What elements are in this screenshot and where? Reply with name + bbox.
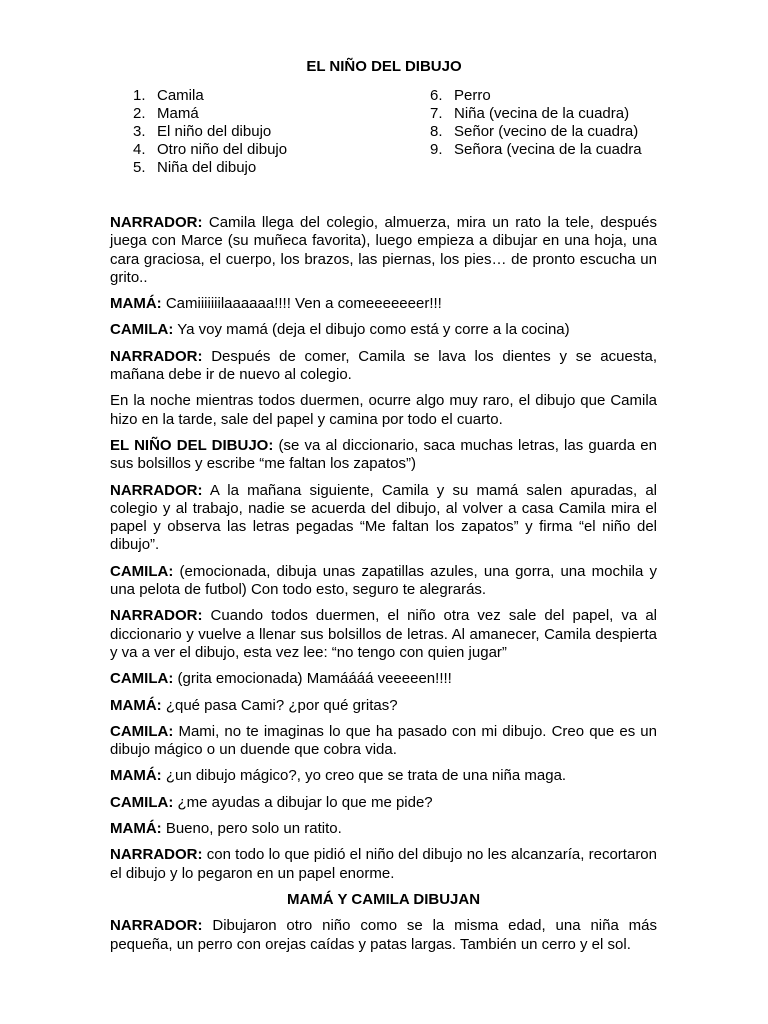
character-name: Señor (vecino de la cuadra) — [454, 123, 639, 140]
character-item — [133, 105, 287, 123]
script-paragraph — [110, 917, 657, 954]
script-paragraph — [110, 392, 657, 429]
dialogue-text: ¿me ayudas a dibujar lo que me pide? — [173, 793, 433, 811]
character-number: 4. — [133, 141, 146, 158]
speaker-label: CAMILA: — [110, 722, 174, 740]
character-item — [133, 123, 287, 141]
script-paragraph — [110, 820, 657, 838]
character-name: Niña del dibujo — [157, 159, 257, 176]
character-number: 2. — [133, 105, 146, 122]
script-paragraph — [110, 348, 657, 385]
script-paragraph — [110, 723, 657, 760]
dialogue-text: En la noche mientras todos duermen, ocurre algo muy raro, el dibujo que Camila hizo en la tarde, sale del papel y camina por todo el cuarto. — [110, 392, 657, 428]
speaker-label: MAMÁ: — [110, 767, 162, 785]
dialogue-text: A la mañana siguiente, Camila y su mamá salen apuradas, al colegio y al trabajo, nadie se acuerda del dibujo, al volver a casa Camila mira el papel y observa las letras pegadas “Me faltan los zapatos” y firma “el niño del dibujo”. — [110, 481, 657, 554]
character-item — [133, 159, 287, 177]
dialogue-text: Ya voy mamá (deja el dibujo como está y corre a la cocina) — [173, 321, 570, 339]
speaker-label: CAMILA: — [110, 793, 174, 811]
speaker-label: NARRADOR: — [110, 846, 203, 864]
character-number: 9. — [430, 141, 443, 158]
dialogue-text: Camiiiiiiilaaaaaa!!!! Ven a comeeeeeeer!!! — [161, 295, 442, 313]
dialogue-text: Después de comer, Camila se lava los dientes y se acuesta, mañana debe ir de nuevo al colegio. — [110, 347, 657, 384]
dialogue-text: (emocionada, dibuja unas zapatillas azules, una gorra, una mochila y una pelota de futbol) Con todo esto, seguro te alegrarás. — [110, 562, 657, 599]
speaker-label: NARRADOR: — [110, 347, 203, 365]
dialogue-text: Cuando todos duermen, el niño otra vez sale del papel, va al diccionario y vuelve a llenar sus bolsillos de letras. Al amanecer, Camila despierta y va a ver el dibujo, esta vez lee: “no tengo con quien jugar” — [110, 607, 657, 661]
dialogue-text: Dibujaron otro niño como se la misma edad, una niña más pequeña, un perro con orejas caídas y patas largas. También un cerro y el sol. — [110, 917, 657, 953]
character-name: El niño del dibujo — [157, 123, 272, 140]
speaker-label: NARRADOR: — [110, 917, 203, 935]
script-paragraph — [110, 846, 657, 883]
script-paragraph — [110, 670, 657, 688]
character-name: Perro — [454, 87, 491, 104]
character-number: 7. — [430, 105, 443, 122]
character-number: 8. — [430, 123, 443, 140]
speaker-label: MAMÁ: — [110, 696, 162, 714]
dialogue-text: ¿qué pasa Cami? ¿por qué gritas? — [161, 696, 398, 714]
character-item — [430, 141, 642, 159]
dialogue-text: ¿un dibujo mágico?, yo creo que se trata de una niña maga. — [161, 767, 567, 785]
speaker-label: MAMÁ: — [110, 295, 162, 313]
script-body — [110, 214, 657, 962]
script-paragraph — [110, 214, 657, 287]
character-name: Señora (vecina de la cuadra — [454, 141, 642, 158]
character-name: Camila — [157, 87, 204, 104]
character-name: Niña (vecina de la cuadra) — [454, 105, 630, 122]
character-name: Mamá — [157, 105, 199, 122]
dialogue-text: con todo lo que pidió el niño del dibujo no les alcanzaría, recortaron el dibujo y lo pegaron en un papel enorme. — [110, 846, 657, 882]
character-number: 3. — [133, 123, 146, 140]
speaker-label: CAMILA: — [110, 562, 174, 580]
speaker-label: CAMILA: — [110, 670, 174, 688]
script-paragraph — [110, 794, 657, 812]
dialogue-text: Bueno, pero solo un ratito. — [161, 820, 342, 838]
character-item — [430, 105, 642, 123]
script-paragraph — [110, 482, 657, 555]
document-title: EL NIÑO DEL DIBUJO — [306, 58, 462, 75]
character-number: 5. — [133, 159, 146, 176]
dialogue-text: Camila llega del colegio, almuerza, mira un rato la tele, después juega con Marce (su muñeca favorita), luego empieza a dibujar en una hoja, una cara graciosa, el cuerpo, los brazos, las piernas, los pies… de pronto escucha un grito.. — [110, 214, 657, 286]
speaker-label: NARRADOR: — [110, 481, 203, 499]
dialogue-text: (grita emocionada) Mamáááá veeeeen!!!! — [173, 670, 452, 688]
dialogue-text: Mami, no te imaginas lo que ha pasado con mi dibujo. Creo que es un dibujo mágico o un duende que cobra vida. — [110, 722, 657, 759]
character-item — [430, 87, 642, 105]
speaker-label: NARRADOR: — [110, 214, 203, 231]
script-paragraph — [110, 321, 657, 339]
dialogue-text: (se va al diccionario, saca muchas letras, las guarda en sus bolsillos y escribe “me faltan los zapatos”) — [110, 436, 657, 473]
character-list-left — [133, 87, 287, 177]
section-heading: MAMÁ Y CAMILA DIBUJAN — [286, 890, 481, 908]
speaker-label: NARRADOR: — [110, 607, 203, 625]
character-list-right — [430, 87, 642, 159]
character-name: Otro niño del dibujo — [157, 141, 288, 158]
character-item — [430, 123, 642, 141]
character-number: 1. — [133, 87, 146, 104]
speaker-label: MAMÁ: — [110, 820, 162, 838]
script-paragraph — [110, 563, 657, 600]
script-paragraph — [110, 767, 657, 785]
script-paragraph — [110, 437, 657, 474]
character-number: 6. — [430, 87, 443, 104]
script-paragraph — [110, 295, 657, 313]
script-paragraph — [110, 697, 657, 715]
speaker-label: CAMILA: — [110, 321, 174, 339]
character-item — [133, 141, 287, 159]
speaker-label: EL NIÑO DEL DIBUJO: — [110, 436, 274, 454]
character-item — [133, 87, 287, 105]
script-paragraph — [110, 607, 657, 662]
